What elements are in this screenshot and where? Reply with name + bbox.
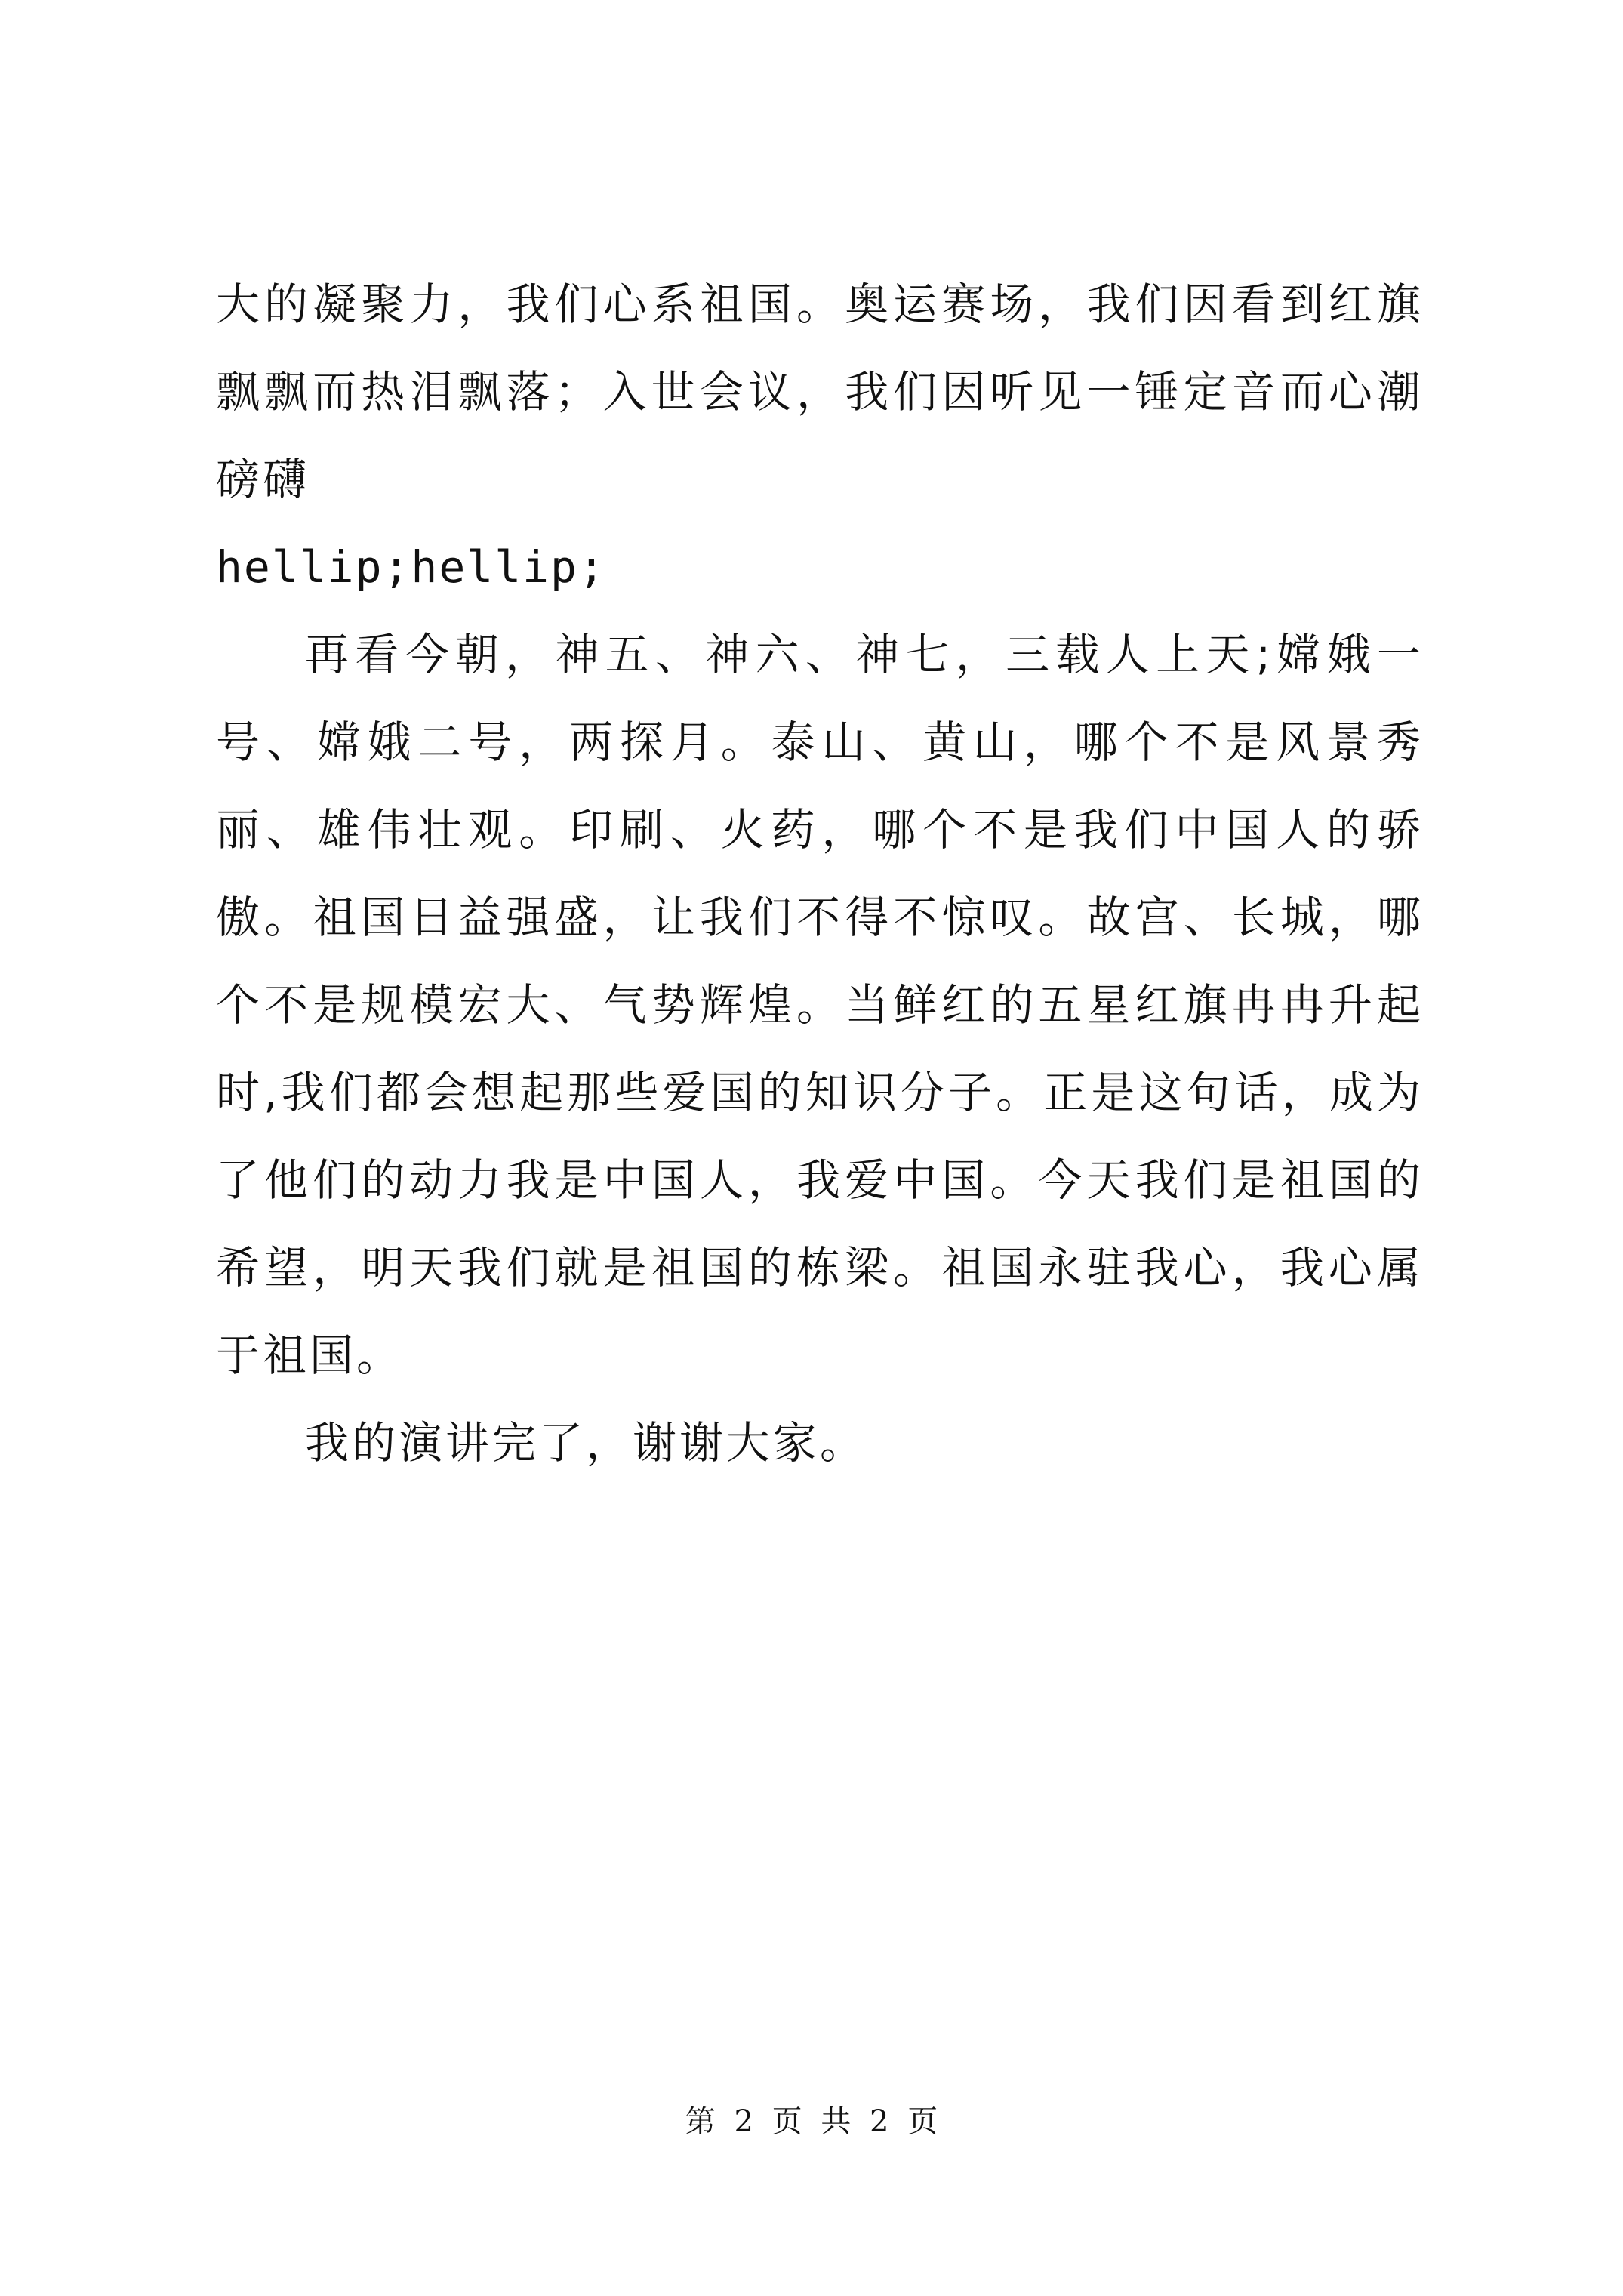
ellipsis-entity-text: hellip;hellip; <box>216 541 606 593</box>
paragraph-continuation <box>216 260 1424 611</box>
page-number-footer: 第 2 页 共 2 页 <box>685 2104 938 2139</box>
document-body <box>216 260 1424 1487</box>
paragraph-continuation-text: 大的凝聚力，我们心系祖国。奥运赛场，我们因看到红旗飘飘而热泪飘落；入世会议，我们因听见一锤定音而心潮磅礴 <box>216 279 1424 505</box>
paragraph-closing: 我的演讲完了，谢谢大家。 <box>305 1417 867 1469</box>
paragraph-today: 再看今朝，神五、神六、神七，三载人上天;嫦娥一号、嫦娥二号，两探月。泰山、黄山，哪个不是风景秀丽、雄伟壮观。印刷、火药，哪个不是我们中国人的骄傲。祖国日益强盛，让我们不得不惊叹。故宫、长城，哪个不是规模宏大、气势辉煌。当鲜红的五星红旗冉冉升起时,我们都会想起那些爱国的知识分子。正是这句话，成为了他们的动力我是中国人，我爱中国。今天我们是祖国的希望，明天我们就是祖国的栋梁。祖国永驻我心，我心属于祖国。 <box>216 629 1424 1381</box>
